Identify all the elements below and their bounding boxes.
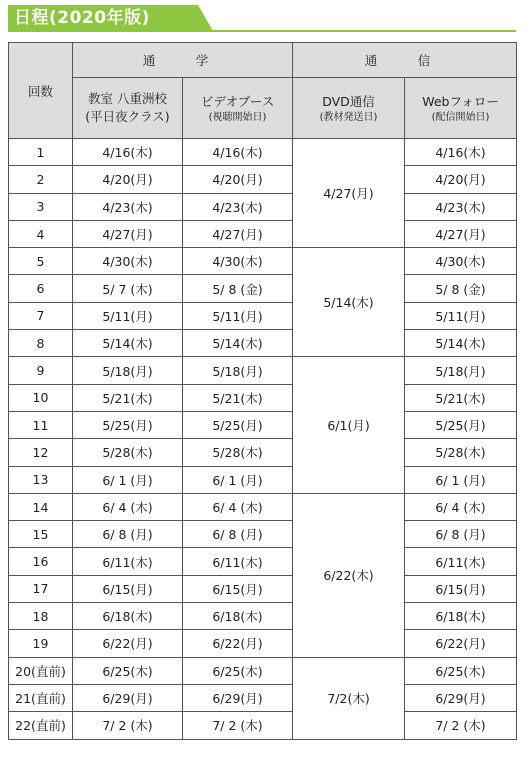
cell-video: 5/28(木) bbox=[183, 439, 293, 466]
schedule-table bbox=[8, 42, 517, 740]
table-row bbox=[9, 357, 517, 384]
cell-web: 5/28(木) bbox=[405, 439, 517, 466]
cell-classroom: 6/15(月) bbox=[73, 575, 183, 602]
cell-web: 4/23(木) bbox=[405, 193, 517, 220]
cell-web: 4/30(木) bbox=[405, 248, 517, 275]
cell-round: 10 bbox=[9, 384, 73, 411]
header-classroom-main: 教室 八重洲校 bbox=[88, 91, 167, 106]
cell-web: 4/27(月) bbox=[405, 220, 517, 247]
cell-video: 6/15(月) bbox=[183, 575, 293, 602]
table-row bbox=[9, 411, 517, 438]
header-round: 回数 bbox=[9, 43, 73, 139]
cell-classroom: 4/30(木) bbox=[73, 248, 183, 275]
cell-video: 5/21(木) bbox=[183, 384, 293, 411]
table-row bbox=[9, 684, 517, 711]
cell-classroom: 5/18(月) bbox=[73, 357, 183, 384]
cell-web: 5/18(月) bbox=[405, 357, 517, 384]
cell-web: 6/29(月) bbox=[405, 684, 517, 711]
cell-video: 6/25(木) bbox=[183, 657, 293, 684]
cell-classroom: 4/27(月) bbox=[73, 220, 183, 247]
cell-classroom: 4/23(木) bbox=[73, 193, 183, 220]
cell-classroom: 6/ 4 (木) bbox=[73, 493, 183, 520]
cell-video: 4/23(木) bbox=[183, 193, 293, 220]
cell-web: 6/18(木) bbox=[405, 603, 517, 630]
cell-video: 6/ 4 (木) bbox=[183, 493, 293, 520]
cell-classroom: 6/11(木) bbox=[73, 548, 183, 575]
cell-web: 6/ 1 (月) bbox=[405, 466, 517, 493]
header-web-sub: (配信開始日) bbox=[431, 111, 490, 123]
cell-video: 6/29(月) bbox=[183, 684, 293, 711]
cell-round: 20(直前) bbox=[9, 657, 73, 684]
cell-web: 5/25(月) bbox=[405, 411, 517, 438]
cell-web: 7/ 2 (木) bbox=[405, 712, 517, 739]
cell-video: 5/11(月) bbox=[183, 302, 293, 329]
cell-classroom: 6/ 8 (月) bbox=[73, 521, 183, 548]
cell-classroom: 6/22(月) bbox=[73, 630, 183, 657]
page-title: 日程(2020年版) bbox=[14, 8, 150, 28]
cell-round: 15 bbox=[9, 521, 73, 548]
header-video bbox=[183, 78, 293, 139]
header-dvd-sub: (教材発送日) bbox=[319, 111, 378, 123]
cell-classroom: 4/20(月) bbox=[73, 166, 183, 193]
cell-web: 6/22(月) bbox=[405, 630, 517, 657]
table-row bbox=[9, 220, 517, 247]
cell-classroom: 6/ 1 (月) bbox=[73, 466, 183, 493]
cell-round: 9 bbox=[9, 357, 73, 384]
cell-web: 5/14(木) bbox=[405, 330, 517, 357]
header-dvd bbox=[293, 78, 405, 139]
cell-video: 4/20(月) bbox=[183, 166, 293, 193]
cell-round: 1 bbox=[9, 139, 73, 166]
cell-round: 14 bbox=[9, 493, 73, 520]
schedule-body bbox=[9, 139, 517, 740]
header-video-sub: (視聴開始日) bbox=[208, 111, 267, 123]
cell-classroom: 6/29(月) bbox=[73, 684, 183, 711]
cell-classroom: 5/25(月) bbox=[73, 411, 183, 438]
cell-video: 5/ 8 (金) bbox=[183, 275, 293, 302]
cell-round: 3 bbox=[9, 193, 73, 220]
cell-dvd: 6/22(木) bbox=[293, 493, 405, 657]
table-row bbox=[9, 466, 517, 493]
title-underline bbox=[8, 30, 516, 32]
table-row bbox=[9, 657, 517, 684]
table-row bbox=[9, 302, 517, 329]
cell-classroom: 5/11(月) bbox=[73, 302, 183, 329]
cell-classroom: 6/18(木) bbox=[73, 603, 183, 630]
cell-video: 5/14(木) bbox=[183, 330, 293, 357]
cell-round: 12 bbox=[9, 439, 73, 466]
cell-web: 4/20(月) bbox=[405, 166, 517, 193]
header-classroom-sub: (平日夜クラス) bbox=[85, 109, 170, 124]
cell-web: 4/16(木) bbox=[405, 139, 517, 166]
section-header bbox=[8, 5, 516, 31]
cell-round: 22(直前) bbox=[9, 712, 73, 739]
cell-round: 8 bbox=[9, 330, 73, 357]
cell-video: 6/18(木) bbox=[183, 603, 293, 630]
cell-dvd: 6/1(月) bbox=[293, 357, 405, 493]
header-web-main: Webフォロー bbox=[422, 93, 499, 109]
table-row bbox=[9, 712, 517, 739]
table-row bbox=[9, 193, 517, 220]
cell-web: 6/ 8 (月) bbox=[405, 521, 517, 548]
header-video-main: ビデオブース bbox=[200, 93, 275, 109]
cell-web: 6/ 4 (木) bbox=[405, 493, 517, 520]
cell-web: 5/ 8 (金) bbox=[405, 275, 517, 302]
cell-round: 7 bbox=[9, 302, 73, 329]
cell-round: 2 bbox=[9, 166, 73, 193]
cell-classroom: 5/21(木) bbox=[73, 384, 183, 411]
table-row bbox=[9, 248, 517, 275]
cell-dvd: 4/27(月) bbox=[293, 139, 405, 248]
table-row bbox=[9, 439, 517, 466]
cell-round: 11 bbox=[9, 411, 73, 438]
cell-video: 6/ 8 (月) bbox=[183, 521, 293, 548]
cell-round: 21(直前) bbox=[9, 684, 73, 711]
cell-classroom: 5/ 7 (木) bbox=[73, 275, 183, 302]
table-row bbox=[9, 166, 517, 193]
cell-video: 4/30(木) bbox=[183, 248, 293, 275]
table-row bbox=[9, 139, 517, 166]
cell-round: 18 bbox=[9, 603, 73, 630]
cell-classroom: 7/ 2 (木) bbox=[73, 712, 183, 739]
table-row bbox=[9, 330, 517, 357]
cell-video: 5/25(月) bbox=[183, 411, 293, 438]
cell-classroom: 6/25(木) bbox=[73, 657, 183, 684]
cell-video: 6/ 1 (月) bbox=[183, 466, 293, 493]
cell-round: 17 bbox=[9, 575, 73, 602]
header-group-school: 通 学 bbox=[73, 43, 293, 78]
cell-web: 5/11(月) bbox=[405, 302, 517, 329]
header-group-remote: 通 信 bbox=[293, 43, 517, 78]
cell-round: 19 bbox=[9, 630, 73, 657]
cell-video: 6/22(月) bbox=[183, 630, 293, 657]
cell-round: 4 bbox=[9, 220, 73, 247]
cell-video: 6/11(木) bbox=[183, 548, 293, 575]
table-row bbox=[9, 384, 517, 411]
cell-web: 6/25(木) bbox=[405, 657, 517, 684]
cell-web: 6/15(月) bbox=[405, 575, 517, 602]
cell-web: 5/21(木) bbox=[405, 384, 517, 411]
cell-dvd: 7/2(木) bbox=[293, 657, 405, 739]
header-classroom bbox=[73, 78, 183, 139]
table-row bbox=[9, 521, 517, 548]
cell-video: 7/ 2 (木) bbox=[183, 712, 293, 739]
table-row bbox=[9, 493, 517, 520]
cell-classroom: 5/14(木) bbox=[73, 330, 183, 357]
cell-video: 5/18(月) bbox=[183, 357, 293, 384]
table-row bbox=[9, 548, 517, 575]
header-dvd-main: DVD通信 bbox=[322, 93, 375, 109]
cell-video: 4/16(木) bbox=[183, 139, 293, 166]
cell-round: 16 bbox=[9, 548, 73, 575]
header-web bbox=[405, 78, 517, 139]
cell-dvd: 5/14(木) bbox=[293, 248, 405, 357]
table-row bbox=[9, 630, 517, 657]
table-row bbox=[9, 575, 517, 602]
cell-video: 4/27(月) bbox=[183, 220, 293, 247]
table-row bbox=[9, 603, 517, 630]
cell-round: 13 bbox=[9, 466, 73, 493]
table-row bbox=[9, 275, 517, 302]
cell-web: 6/11(木) bbox=[405, 548, 517, 575]
cell-round: 6 bbox=[9, 275, 73, 302]
cell-classroom: 5/28(木) bbox=[73, 439, 183, 466]
cell-round: 5 bbox=[9, 248, 73, 275]
cell-classroom: 4/16(木) bbox=[73, 139, 183, 166]
